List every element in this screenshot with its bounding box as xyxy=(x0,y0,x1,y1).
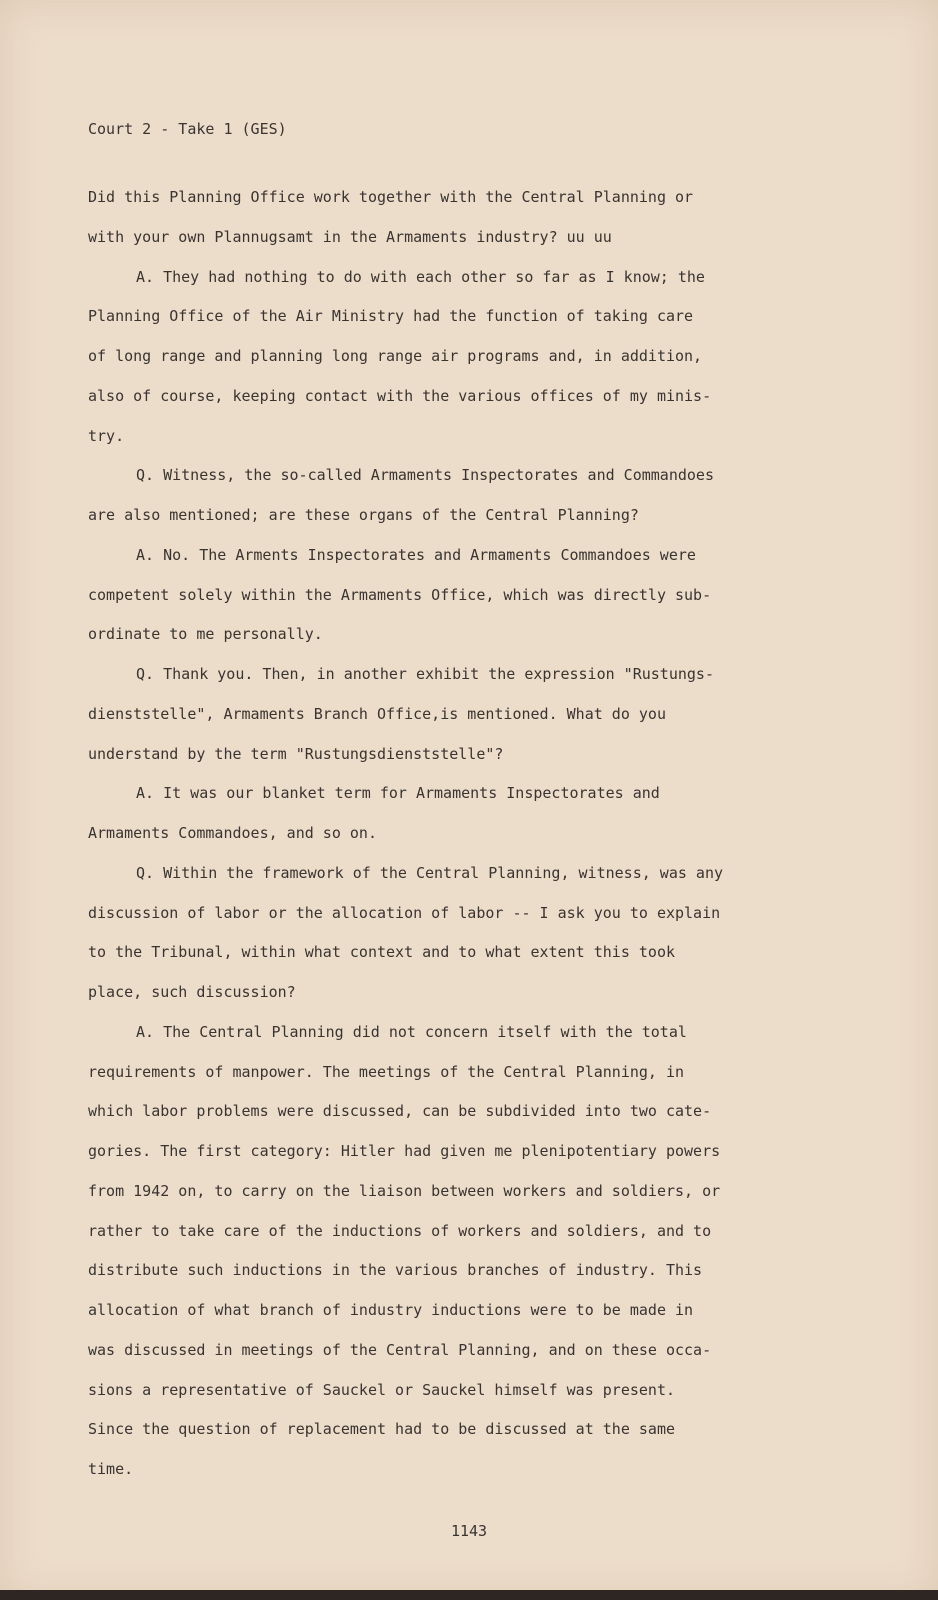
transcript-line: time. xyxy=(88,1460,134,1478)
transcript-line: Q. Within the framework of the Central Planning, witness, was any xyxy=(136,863,723,882)
transcript-line: place, such discussion? xyxy=(88,983,296,1001)
transcript-line: Did this Planning Office work together with the Central Planning or xyxy=(88,188,694,206)
transcript-line: Armaments Commandoes, and so on. xyxy=(88,824,377,842)
transcript-line: Planning Office of the Air Ministry had the function of taking care xyxy=(88,307,694,326)
transcript-line: from 1942 on, to carry on the liaison between workers and soldiers, or xyxy=(88,1181,721,1200)
transcript-line: competent solely within the Armaments Office, which was directly sub- xyxy=(88,585,712,604)
transcript-body xyxy=(88,178,848,1490)
transcript-line: also of course, keeping contact with the various offices of my minis- xyxy=(88,386,712,405)
transcript-line: A. It was our blanket term for Armaments Inspectorates and xyxy=(136,784,660,803)
transcript-line: sions a representative of Sauckel or Sauckel himself was present. xyxy=(88,1380,675,1399)
transcript-line: are also mentioned; are these organs of the Central Planning? xyxy=(88,506,639,524)
page-content xyxy=(88,114,848,1490)
transcript-line: A. The Central Planning did not concern itself with the total xyxy=(136,1022,687,1041)
transcript-line: A. No. The Arments Inspectorates and Armaments Commandoes were xyxy=(136,545,696,564)
transcript-line: of long range and planning long range air programs and, in addition, xyxy=(88,347,703,365)
transcript-line: understand by the term "Rustungsdienststelle"? xyxy=(88,744,504,763)
transcript-line: Since the question of replacement had to be discussed at the same xyxy=(88,1420,675,1439)
transcript-line: dienststelle", Armaments Branch Office,is mentioned. What do you xyxy=(88,704,666,723)
transcript-line: requirements of manpower. The meetings of the Central Planning, in xyxy=(88,1062,685,1081)
transcript-line: was discussed in meetings of the Central Planning, and on these occa- xyxy=(88,1340,712,1359)
page-header: Court 2 - Take 1 (GES) xyxy=(88,120,287,138)
page-bottom-edge xyxy=(0,1590,938,1600)
page-number: 1143 xyxy=(450,1522,488,1540)
transcript-line: with your own Plannugsamt in the Armaments industry? uu uu xyxy=(88,227,612,246)
transcript-line: A. They had nothing to do with each other so far as I know; the xyxy=(136,267,705,286)
transcript-line: allocation of what branch of industry inductions were to be made in xyxy=(88,1301,694,1319)
transcript-line: which labor problems were discussed, can be subdivided into two cate- xyxy=(88,1102,712,1121)
transcript-line: gories. The first category: Hitler had given me plenipotentiary powers xyxy=(88,1142,721,1160)
transcript-line: to the Tribunal, within what context and to what extent this took xyxy=(88,943,675,962)
transcript-line: try. xyxy=(88,426,125,445)
transcript-line: ordinate to me personally. xyxy=(88,625,323,644)
transcript-line: rather to take care of the inductions of workers and soldiers, and to xyxy=(88,1221,712,1240)
transcript-line: distribute such inductions in the various branches of industry. This xyxy=(88,1261,703,1280)
transcript-line: Q. Thank you. Then, in another exhibit the expression "Rustungs- xyxy=(136,665,714,683)
transcript-line: discussion of labor or the allocation of labor -- I ask you to explain xyxy=(88,903,721,922)
transcript-line: Q. Witness, the so-called Armaments Inspectorates and Commandoes xyxy=(136,466,714,485)
